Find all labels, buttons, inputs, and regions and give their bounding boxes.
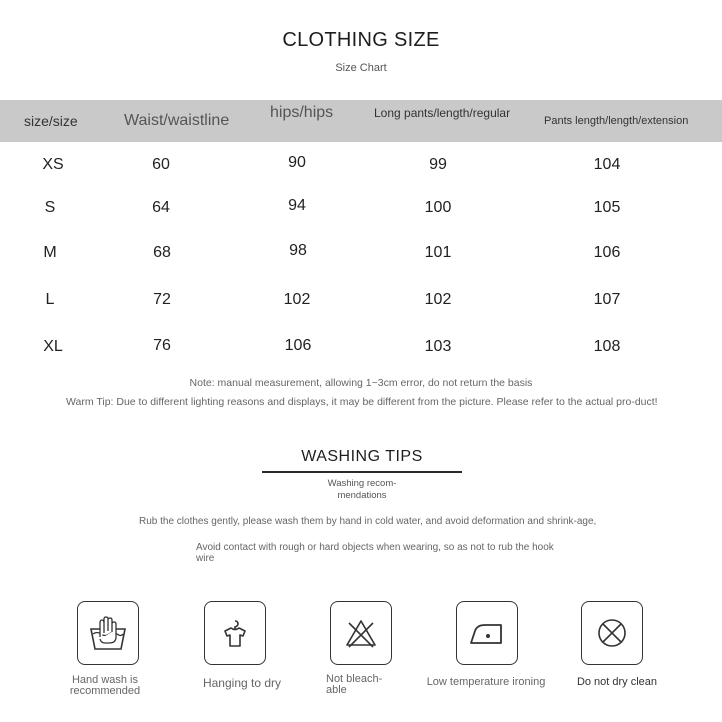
cell-long-pants: 103: [424, 338, 452, 355]
cell-waist: 68: [153, 244, 171, 261]
page-subtitle: Size Chart: [335, 62, 387, 74]
cell-hips: 94: [288, 197, 306, 214]
hand-wash-icon: [77, 601, 139, 665]
no-dry-clean-icon: [581, 601, 643, 665]
cell-pants-extension: 106: [593, 244, 621, 261]
not-bleachable-label: Not bleach-able: [326, 673, 383, 696]
column-header-size: size/size: [24, 113, 78, 129]
washing-title-underline: [262, 471, 462, 473]
low-iron-icon: [456, 601, 518, 665]
column-header-long-pants: Long pants/length/regular: [374, 106, 511, 120]
column-header-pants-extension: Pants length/length/extension: [544, 115, 689, 127]
cell-hips: 106: [284, 337, 312, 354]
cell-size: XS: [42, 156, 64, 173]
cell-waist: 76: [153, 337, 171, 354]
hand-wash-label: Hand wash is recommended: [69, 674, 141, 697]
cell-size: M: [43, 244, 57, 261]
table-row: [0, 244, 722, 274]
washing-tip-1: Rub the clothes gently, please wash them by hand in cold water, and avoid deformation and shrink-age,: [139, 516, 597, 527]
washing-title: WASHING TIPS: [301, 448, 423, 465]
cell-long-pants: 101: [424, 244, 452, 261]
cell-size: S: [44, 199, 56, 216]
table-row: [0, 156, 722, 186]
cell-hips: 102: [283, 291, 311, 308]
warm-tip: Warm Tip: Due to different lighting reasons and displays, it may be different from the picture. Please refer to the actual pro-duct!: [66, 396, 658, 408]
cell-pants-extension: 107: [593, 291, 621, 308]
cell-long-pants: 99: [429, 156, 447, 173]
cell-hips: 98: [289, 242, 307, 259]
cell-long-pants: 100: [424, 199, 452, 216]
cell-size: XL: [43, 338, 63, 355]
column-header-waist: Waist/waistline: [124, 112, 230, 129]
page-title: CLOTHING SIZE: [282, 29, 440, 51]
cell-size: L: [45, 291, 55, 308]
washing-subtitle: Washing recom-mendations: [327, 478, 397, 501]
cell-hips: 90: [288, 154, 306, 171]
cell-long-pants: 102: [424, 291, 452, 308]
cell-pants-extension: 108: [593, 338, 621, 355]
washing-tip-2: Avoid contact with rough or hard objects when wearing, so as not to rub the hook wire: [196, 542, 554, 564]
hanger-icon: [204, 601, 266, 665]
no-dry-clean-label: Do not dry clean: [576, 676, 658, 688]
measurement-note: Note: manual measurement, allowing 1~3cm error, do not return the basis: [189, 377, 533, 389]
hanging-dry-label: Hanging to dry: [202, 676, 282, 690]
cell-waist: 72: [153, 291, 171, 308]
column-header-hips: hips/hips: [270, 104, 334, 121]
cell-pants-extension: 105: [593, 199, 621, 216]
no-bleach-icon: [330, 601, 392, 665]
table-row: [0, 199, 722, 229]
table-row: [0, 291, 722, 321]
cell-waist: 60: [152, 156, 170, 173]
cell-waist: 64: [152, 199, 170, 216]
cell-pants-extension: 104: [593, 156, 621, 173]
low-ironing-label: Low temperature ironing: [426, 676, 546, 688]
table-row: [0, 338, 722, 368]
